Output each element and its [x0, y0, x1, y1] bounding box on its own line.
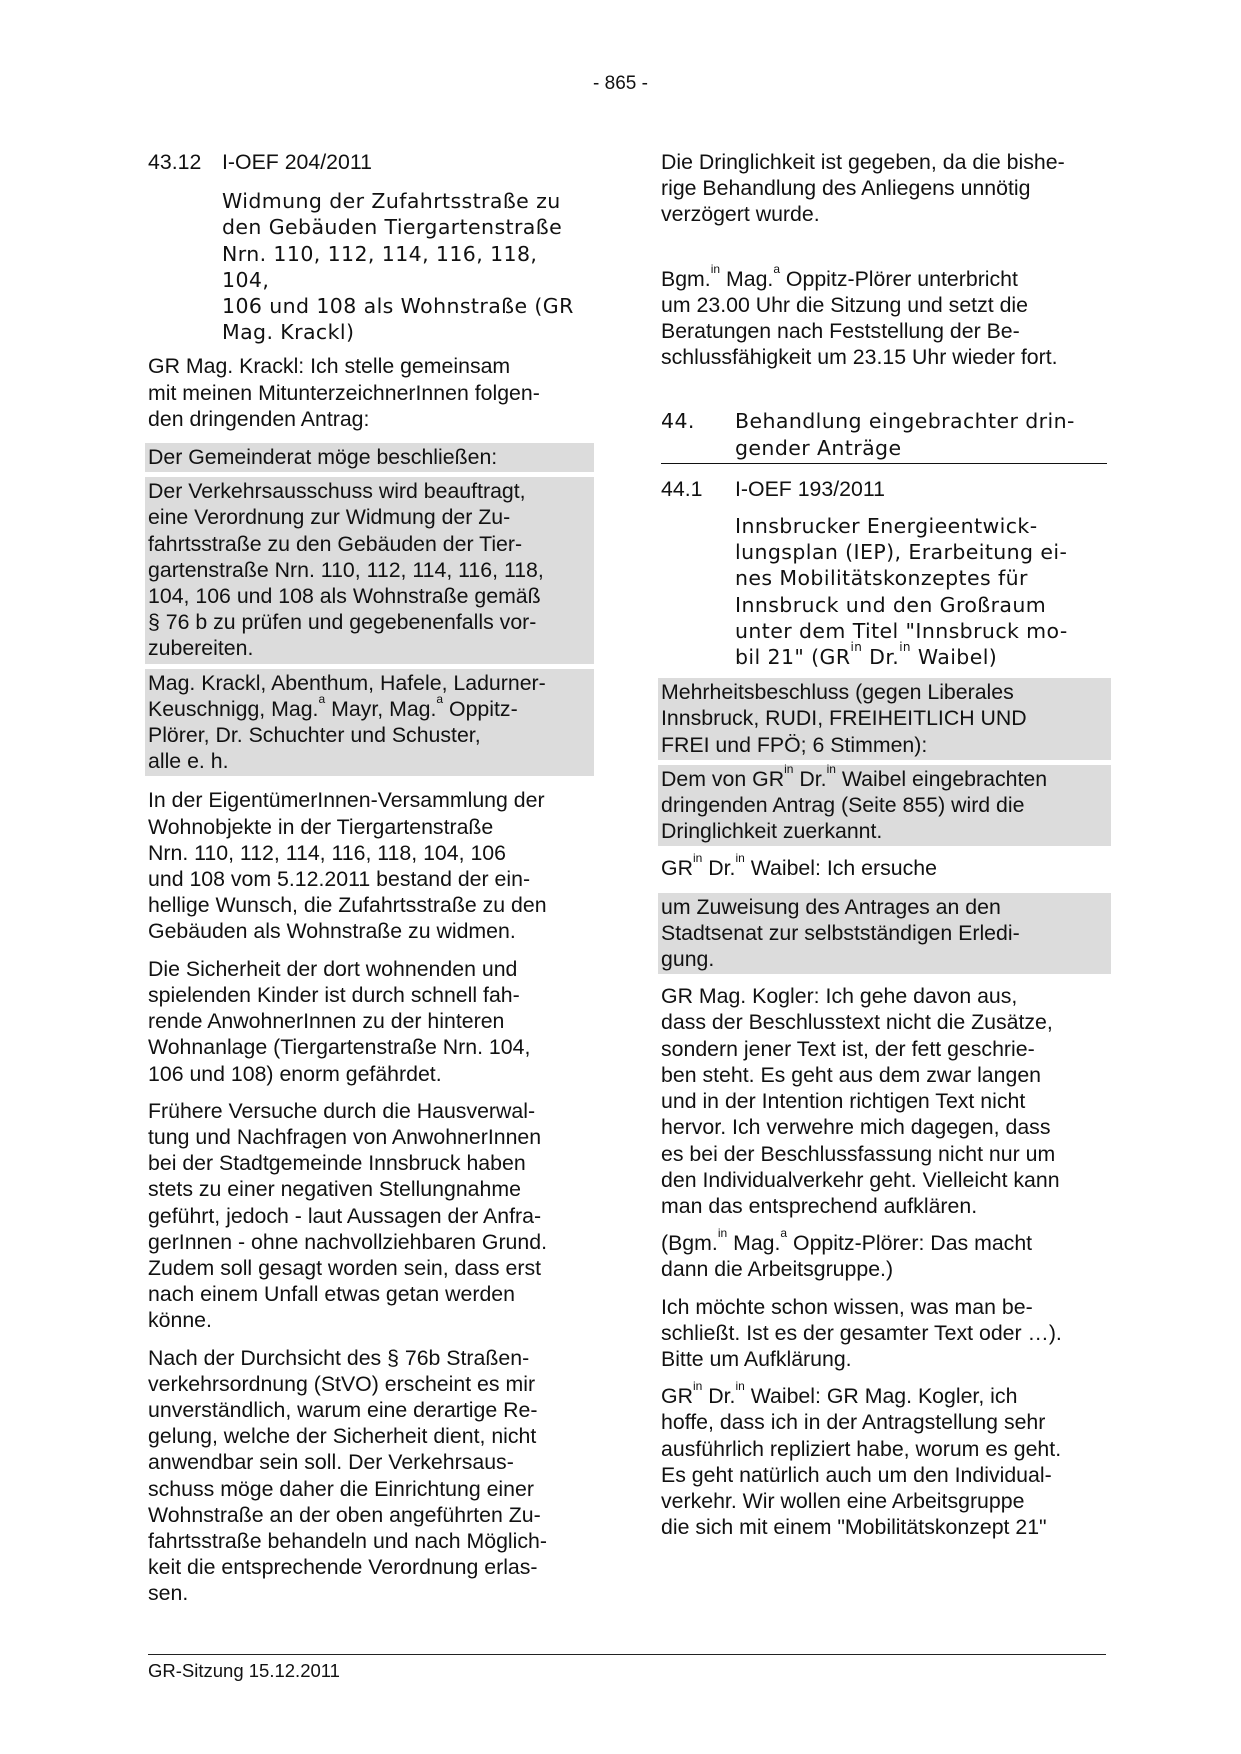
assignment-request: um Zuweisung des Antrages an den Stadtsenat zur selbstständigen Erledi- gung.	[658, 893, 1111, 975]
footer: GR-Sitzung 15.12.2011	[148, 1654, 1106, 1682]
section-title: Behandlung eingebrachter drin- gender Anträge	[735, 409, 1075, 460]
agenda-item-code: I-OEF 204/2011	[222, 150, 372, 174]
session-interruption: Bgm.$^{in}$ Mag.$^a$ Oppitz-Plörer unterbricht um 23.00 Uhr die Sitzung und setzt die Beratungen nach Feststellung der Be- schlussfähigkeit um 23.15 Uhr wieder fort.	[661, 261, 1058, 370]
motion-body: Der Verkehrsausschuss wird beauftragt, eine Verordnung zur Widmung der Zu- fahrtsstraße zu den Gebäuden der Tier- gartenstraße Nrn. 110, 112, 114, 116, 118, 104, 106 und 108 als Wohnstraße gemäß § 76 b zu prüfen und gegebenenfalls vor- zubereiten.	[145, 477, 594, 663]
section-header	[661, 408, 1107, 463]
left-column	[148, 149, 590, 1607]
agenda-item-title: Innsbrucker Energieentwick- lungsplan (IEP), Erarbeitung ei- nes Mobilitätskonzeptes für Innsbruck und den Großraum unter dem Titel "Innsbruck mo- bil 21" ($GR^{in}$ Dr.$^{in}$ Waibel)	[735, 514, 1068, 670]
mayor-interjection: (Bgm.$^{in}$ Mag.$^a$ Oppitz-Plörer: Das macht dann die Arbeitsgruppe.)	[661, 1226, 1033, 1282]
section-number: 44.	[661, 409, 695, 434]
agenda-item-header	[661, 476, 1107, 502]
intro-paragraph: GR Mag. Krackl: Ich stelle gemeinsam mit meinen MitunterzeichnerInnen folgen- den dringenden Antrag:	[148, 354, 540, 431]
paragraph-owners-meeting: In der EigentümerInnen-Versammlung der Wohnobjekte in der Tiergartenstraße Nrn. 110, 112, 114, 116, 118, 104, 106 und 108 vom 5.12.2011 bestand der ein- hellige Wunsch, die Zufahrtsstraße zu den Gebäuden als Wohnstraße zu widmen.	[148, 788, 547, 944]
motion-heading: Der Gemeinderat möge beschließen:	[145, 443, 594, 472]
urgency-decision: Dem von $GR^{in}$ Dr.$^{in}$ Waibel eingebrachten dringenden Antrag (Seite 855) wird die Dringlichkeit zuerkannt.	[658, 765, 1111, 847]
waibel-request: $GR^{in}$ Dr.$^{in}$ Waibel: Ich ersuche	[661, 851, 937, 881]
urgency-paragraph: Die Dringlichkeit ist gegeben, da die bishe- rige Behandlung des Anliegens unnötig verzögert wurde.	[661, 150, 1065, 227]
agenda-item-code: I-OEF 193/2011	[735, 476, 885, 501]
vote-result: Mehrheitsbeschluss (gegen Liberales Innsbruck, RUDI, FREIHEITLICH UND FREI und FPÖ; 6 Stimmen):	[658, 678, 1111, 760]
paragraph-safety: Die Sicherheit der dort wohnenden und spielenden Kinder ist durch schnell fah- rende AnwohnerInnen zu der hinteren Wohnanlage (Tiergartenstraße Nrn. 104, 106 und 108) enorm gefährdet.	[148, 956, 531, 1086]
waibel-reply: $GR^{in}$ Dr.$^{in}$ Waibel: GR Mag. Kogler, ich hoffe, dass ich in der Antragstellung sehr ausführlich repliziert habe, worum es geht. Es geht natürlich auch um den Individual- verkehr. Wir wollen eine Arbeitsgruppe die sich mit einem "Mobilitätskonzept 21"	[661, 1379, 1062, 1540]
agenda-item-title: Widmung der Zufahrtsstraße zu den Gebäuden Tiergartenstraße Nrn. 110, 112, 114, 116, 118, 104, 106 und 108 als Wohnstraße (GR Mag. Krackl)	[222, 189, 574, 345]
right-column	[661, 149, 1107, 1540]
paragraph-previous-attempts: Frühere Versuche durch die Hausverwal- tung und Nachfragen von AnwohnerInnen bei der Stadtgemeinde Innsbruck haben stets zu einer negativen Stellungnahme geführt, jedoch - laut Aussagen der Anfra- gerInnen - ohne nachvollziehbaren Grund. Zudem soll gesagt worden sein, dass erst nach einem Unfall etwas getan werden könne.	[148, 1098, 547, 1333]
kogler-statement: GR Mag. Kogler: Ich gehe davon aus, dass der Beschlusstext nicht die Zusätze, sondern jener Text ist, der fett geschrie- ben steht. Es geht aus dem zwar langen und in der Intention richtigen Text nicht hervor. Ich verwehre mich dagegen, dass es bei der Beschlussfassung nicht nur um den Individualverkehr geht. Vielleicht kann man das entsprechend aufklären.	[661, 984, 1060, 1218]
kogler-followup: Ich möchte schon wissen, was man be- schließt. Ist es der gesamter Text oder …). Bitte um Aufklärung.	[661, 1294, 1062, 1371]
agenda-item-number: 43.12	[148, 150, 202, 174]
agenda-item-header	[148, 149, 590, 175]
paragraph-stvo: Nach der Durchsicht des § 76b Straßen- verkehrsordnung (StVO) erscheint es mir unverständlich, warum eine derartige Re- gelung, welche der Sicherheit dient, nicht anwendbar sein soll. Der Verkehrsaus- schuss möge daher die Einrichtung einer Wohnstraße an der oben angeführten Zu- fahrtsstraße behandeln und nach Möglich- keit die entsprechende Verordnung erlas- sen.	[148, 1345, 547, 1606]
motion-signers: Mag. Krackl, Abenthum, Hafele, Ladurner- Keuschnigg, Mag.$^a$ Mayr, Mag.$^a$ Oppitz- Plörer, Dr. Schuchter und Schuster, alle e. h.	[145, 669, 594, 777]
page-number: - 865 -	[593, 73, 648, 94]
agenda-item-number: 44.1	[661, 476, 703, 501]
